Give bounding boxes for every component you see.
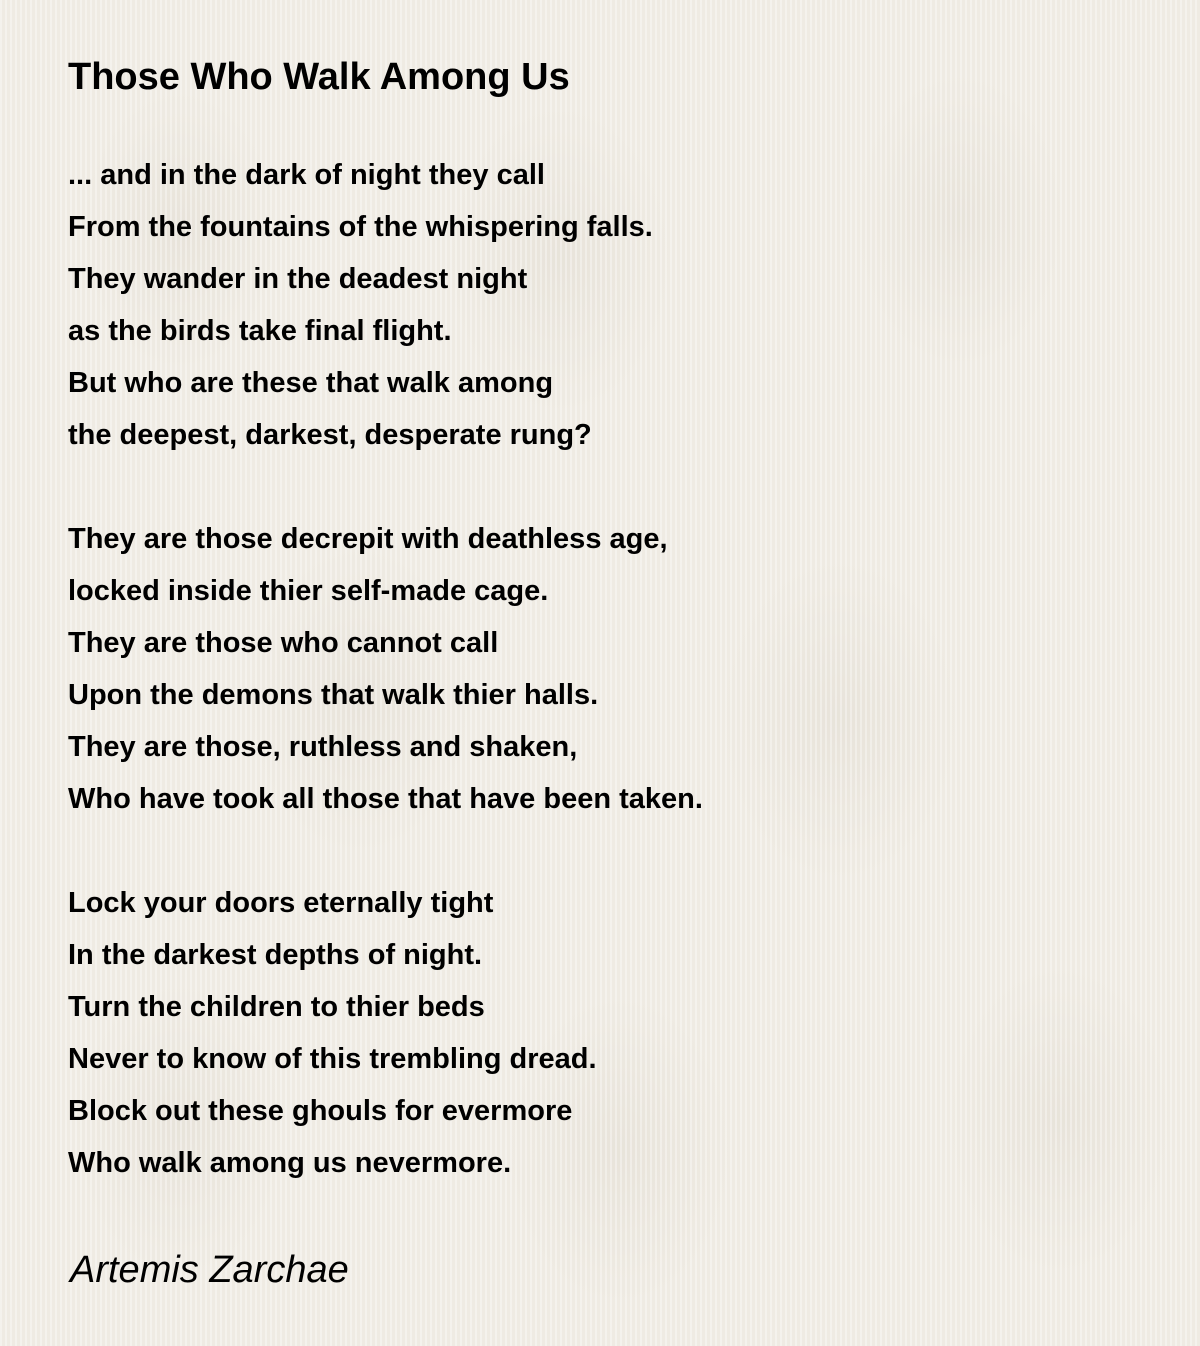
poem-line: They are those decrepit with deathless age, xyxy=(68,523,668,555)
poem-line: Never to know of this trembling dread. xyxy=(68,1043,597,1075)
poem-line: Who have took all those that have been taken. xyxy=(68,783,703,815)
stanza-1 xyxy=(68,149,703,461)
poem-line: ... and in the dark of night they call xyxy=(68,159,545,191)
poem-line: In the darkest depths of night. xyxy=(68,939,483,971)
poem-line: Block out these ghouls for evermore xyxy=(68,1095,573,1127)
stanza-2 xyxy=(68,513,703,825)
poem-line: Who walk among us nevermore. xyxy=(68,1147,512,1179)
poem-body xyxy=(68,149,703,1241)
poem-line: Turn the children to thier beds xyxy=(68,991,485,1023)
stanza-3 xyxy=(68,877,703,1189)
poem-line: They wander in the deadest night xyxy=(68,263,528,295)
poem-line: They are those who cannot call xyxy=(68,627,499,659)
poem-line: But who are these that walk among xyxy=(68,367,554,399)
poem-line: From the fountains of the whispering falls. xyxy=(68,211,653,243)
poem-line: Lock your doors eternally tight xyxy=(68,887,494,919)
poem-line: Upon the demons that walk thier halls. xyxy=(68,679,599,711)
poem-line: locked inside thier self-made cage. xyxy=(68,575,549,607)
poem-line: as the birds take final flight. xyxy=(68,315,452,347)
poem-title: Those Who Walk Among Us xyxy=(68,56,570,98)
poem-line: They are those, ruthless and shaken, xyxy=(68,731,578,763)
poem-line: the deepest, darkest, desperate rung? xyxy=(68,419,592,451)
poem-author: Artemis Zarchae xyxy=(70,1249,349,1291)
